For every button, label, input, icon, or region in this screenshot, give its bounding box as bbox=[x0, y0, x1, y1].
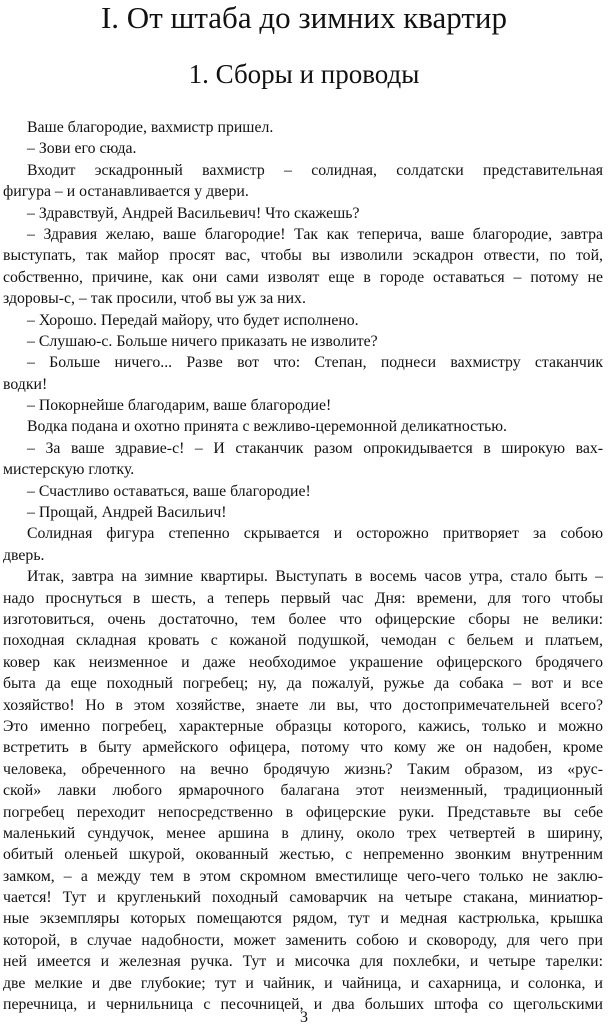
text-line: Это именно погребец, характерные образцы которого, кажись, только и можно bbox=[3, 717, 603, 735]
text-line: замком, – а между тем в этом скромном вместилище чего-чего только не заклю- bbox=[3, 867, 603, 885]
text-line: Итак, завтра на зимние квартиры. Выступать в восемь часов утра, стало быть – bbox=[27, 568, 603, 586]
text-line: которой, в случае надобности, может заменить собою и сковороду, для чего при bbox=[3, 931, 603, 949]
chapter-title: I. От штаба до зимних квартир bbox=[100, 0, 508, 35]
text-line: маленький сундучок, менее аршина в длину, около трех четвертей в ширину, bbox=[3, 824, 603, 842]
text-line: хозяйство! Но в этом хозяйстве, знаете ли вы, что достопримечательней всего? bbox=[3, 696, 603, 714]
body-text bbox=[3, 117, 603, 1015]
text-line: – Слушаю-с. Больше ничего приказать не изволите? bbox=[27, 332, 378, 350]
text-line: – Покорнейше благодарим, ваше благородие! bbox=[27, 397, 332, 415]
text-line: – Зови его сюда. bbox=[27, 140, 137, 158]
text-line: Ваше благородие, вахмистр пришел. bbox=[27, 119, 274, 136]
text-line: ные экземпляры которых помещаются рядом, тут и медная кастрюлька, крышка bbox=[3, 910, 603, 928]
text-line: выступать, так майор просят вас, чтобы вы изволили эскадрон отвести, по той, bbox=[3, 247, 603, 265]
text-line: перечница, и чернильница с песочницей, и два больших штофа со щегольскими bbox=[3, 996, 603, 1014]
text-line: собственно, причине, как они сами изволят еще в городе оставаться – потому не bbox=[3, 268, 603, 286]
text-line: встретить в быту армейского офицера, потому что кому же он надобен, кроме bbox=[3, 739, 603, 757]
text-line: Водка подана и охотно принята с вежливо-церемонной деликатностью. bbox=[27, 418, 507, 436]
text-line: изготовиться, очень достаточно, тем более что офицерские сборы не велики: bbox=[3, 610, 603, 628]
text-line: надо проснуться в шесть, а теперь первый час Дня: времени, для того чтобы bbox=[3, 589, 603, 607]
text-line: ней имеется и железная ручка. Тут и мисочка для похлебки, и четыре тарелки: bbox=[3, 953, 603, 971]
page-number: 3 bbox=[300, 1009, 308, 1026]
text-line: – Больше ничего... Разве вот что: Степан, поднеси вахмистру стаканчик bbox=[27, 354, 603, 372]
text-line: водки! bbox=[3, 375, 48, 393]
section-title: 1. Сборы и проводы bbox=[188, 59, 420, 89]
text-line: Входит эскадронный вахмистр – солидная, солдатски представительная bbox=[27, 161, 603, 179]
text-line: человека, обреченного на вечно бродячую жизнь? Таким образом, из «рус- bbox=[3, 760, 603, 778]
text-line: чается! Тут и кругленький походный самоварчик на четыре стакана, миниатюр- bbox=[3, 889, 603, 907]
text-line: обитый оленьей шкурой, окованный жестью, с непременно звонким внутренним bbox=[3, 846, 603, 864]
text-line: походная складная кровать с кожаной подушкой, чемодан с бельем и платьем, bbox=[3, 632, 603, 650]
text-line: погребец переходит непосредственно в офицерские руки. Представьте вы себе bbox=[3, 803, 603, 821]
text-line: здоровы-с, – так просили, чтоб вы уж за них. bbox=[3, 290, 306, 308]
text-line: – Здравствуй, Андрей Васильевич! Что скажешь? bbox=[27, 204, 360, 222]
text-line: ской» лавки любого ярмарочного балагана этот неизменный, традиционный bbox=[3, 782, 603, 800]
text-line: дверь. bbox=[3, 546, 45, 564]
text-line: две мелкие и две глубокие; тут и чайник, и чайница, и сахарница, и солонка, и bbox=[3, 974, 603, 992]
text-line: – Счастливо оставаться, ваше благородие! bbox=[27, 482, 311, 500]
text-line: Солидная фигура степенно скрывается и осторожно притворяет за собою bbox=[27, 525, 603, 543]
text-line: – Хорошо. Передай майору, что будет исполнено. bbox=[27, 311, 359, 329]
text-line: быта да еще походный погребец; ну, да пожалуй, ружье да собака – вот и все bbox=[3, 675, 603, 693]
text-line: – Прощай, Андрей Васильич! bbox=[27, 504, 227, 522]
text-line: – Здравия желаю, ваше благородие! Так как теперича, ваше благородие, завтра bbox=[27, 225, 603, 243]
text-line: ковер как неизменное и даже необходимое украшение офицерского бродячего bbox=[3, 653, 603, 671]
text-line: – За ваше здравие-с! – И стаканчик разом опрокидывается в широкую вах- bbox=[27, 439, 603, 457]
text-line: фигура – и останавливается у двери. bbox=[3, 183, 249, 201]
text-line: мистерскую глотку. bbox=[3, 461, 135, 479]
